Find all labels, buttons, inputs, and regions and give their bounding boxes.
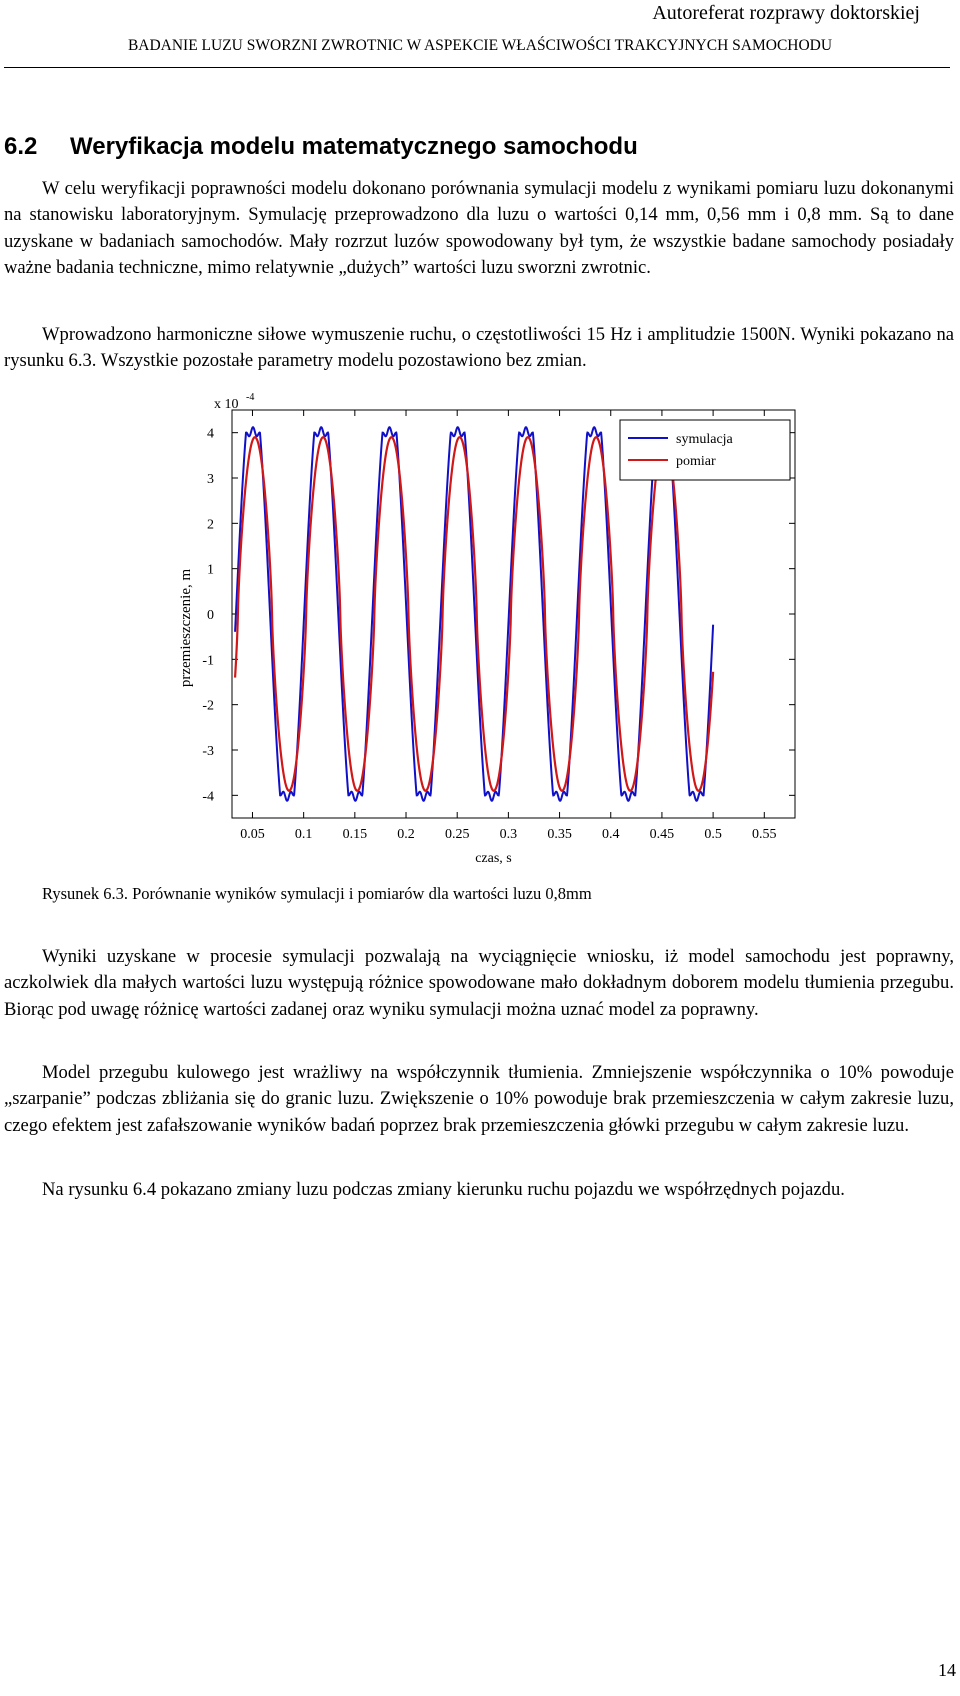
y-tick-label: 2 (207, 517, 214, 533)
y-tick-label: 4 (207, 426, 214, 442)
header-divider (4, 67, 950, 68)
paragraph-4-text: Model przegubu kulowego jest wrażliwy na współczynnik tłumienia. Zmniejszenie współczynnika o 10% powoduje „szarpanie” podczas zbliżania się do granic luzu. Zwiększenie o 10% powoduje brak przemieszczenia w całym zakresie luzu, czego efektem jest zafałszowanie wyników badań poprzez brak przemieszczenia główki przegubu w całym zakresie luzu. (4, 1062, 954, 1136)
x-tick-label: 0.4 (601, 827, 620, 842)
x-tick-label: 0.35 (547, 827, 572, 842)
section-number: 6.2 (4, 133, 38, 160)
y-tick-label: 1 (207, 562, 214, 578)
y-tick-label: -2 (202, 698, 214, 714)
paragraph-2 (4, 322, 954, 375)
x-tick-label: 0.2 (397, 827, 415, 842)
x-tick-label: 0.15 (342, 827, 368, 842)
paragraph-1 (4, 176, 954, 282)
y-tick-label: -3 (202, 744, 214, 759)
paragraph-3-text: Wyniki uzyskane w procesie symulacji pozwalają na wyciągnięcie wniosku, iż model samochodu jest poprawny, aczkolwiek dla małych wartości luzu występują różnice spowodowane mało dokładnym doborem modelu tłumienia przegubu. Biorąc pod uwagę różnicę wartości zadanej oraz wyniku symulacji można uznać model za poprawny. (4, 946, 954, 1020)
x-tick-label: 0.1 (294, 827, 313, 842)
y-tick-label: -4 (202, 789, 214, 805)
header-subtitle: BADANIE LUZU SWORZNI ZWROTNIC W ASPEKCIE WŁAŚCIWOŚCI TRAKCYJNYCH SAMOCHODU (127, 37, 833, 54)
x-tick-label: 0.45 (649, 827, 675, 842)
y-tick-label: 0 (207, 608, 214, 623)
section-heading (4, 133, 638, 161)
x-tick-label: 0.05 (240, 827, 265, 842)
paragraph-5 (4, 1177, 954, 1203)
paragraph-3 (4, 944, 954, 1023)
header-title: Autoreferat rozprawy doktorskiej (652, 2, 920, 24)
legend-label-symulacja: symulacja (676, 432, 733, 447)
paragraph-1-text: W celu weryfikacji poprawności modelu dokonano porównania symulacji modelu z wynikami pomiaru luzu dokonanymi na stanowisku laboratoryjnym. Symulację przeprowadzono dla luzu o wartości 0,14 mm, 0,56 mm i 0,8 mm. Są to dane uzyskane w badaniach samochodów. Mały rozrzut luzów spowodowany był tym, że wszystkie badane samochody posiadały ważne badania techniczne, mimo relatywnie „dużych” wartości luzu sworzni zwrotnic. (4, 178, 954, 279)
x-tick-label: 0.5 (704, 827, 722, 842)
y-axis-label: przemieszczenie, m (178, 568, 194, 688)
y-tick-label: 3 (207, 472, 214, 487)
paragraph-4 (4, 1060, 954, 1139)
x-tick-label: 0.25 (444, 827, 470, 842)
page-number: 14 (938, 1660, 956, 1680)
x-tick-label: 0.3 (499, 827, 518, 842)
section-title: Weryfikacja modelu matematycznego samochodu (70, 133, 638, 160)
x-tick-label: 0.55 (752, 827, 777, 842)
y-tick-label: -1 (202, 653, 214, 669)
legend-label-pomiar: pomiar (676, 454, 716, 469)
figure-caption: Rysunek 6.3. Porównanie wyników symulacji i pomiarów dla wartości luzu 0,8mm (42, 884, 592, 903)
x-axis-label: czas, s (475, 851, 512, 866)
y-exponent: -4 (246, 392, 255, 403)
y-multiplier: x 10 (214, 397, 239, 412)
legend-box (620, 420, 790, 480)
paragraph-5-text: Na rysunku 6.4 pokazano zmiany luzu podczas zmiany kierunku ruchu pojazdu we współrzędnych pojazdu. (42, 1179, 845, 1200)
paragraph-2-text: Wprowadzono harmoniczne siłowe wymuszenie ruchu, o częstotliwości 15 Hz i amplitudzie 1500N. Wyniki pokazano na rysunku 6.3. Wszystkie pozostałe parametry modelu pozostawiono bez zmian. (4, 324, 954, 372)
displacement-chart (180, 380, 820, 870)
